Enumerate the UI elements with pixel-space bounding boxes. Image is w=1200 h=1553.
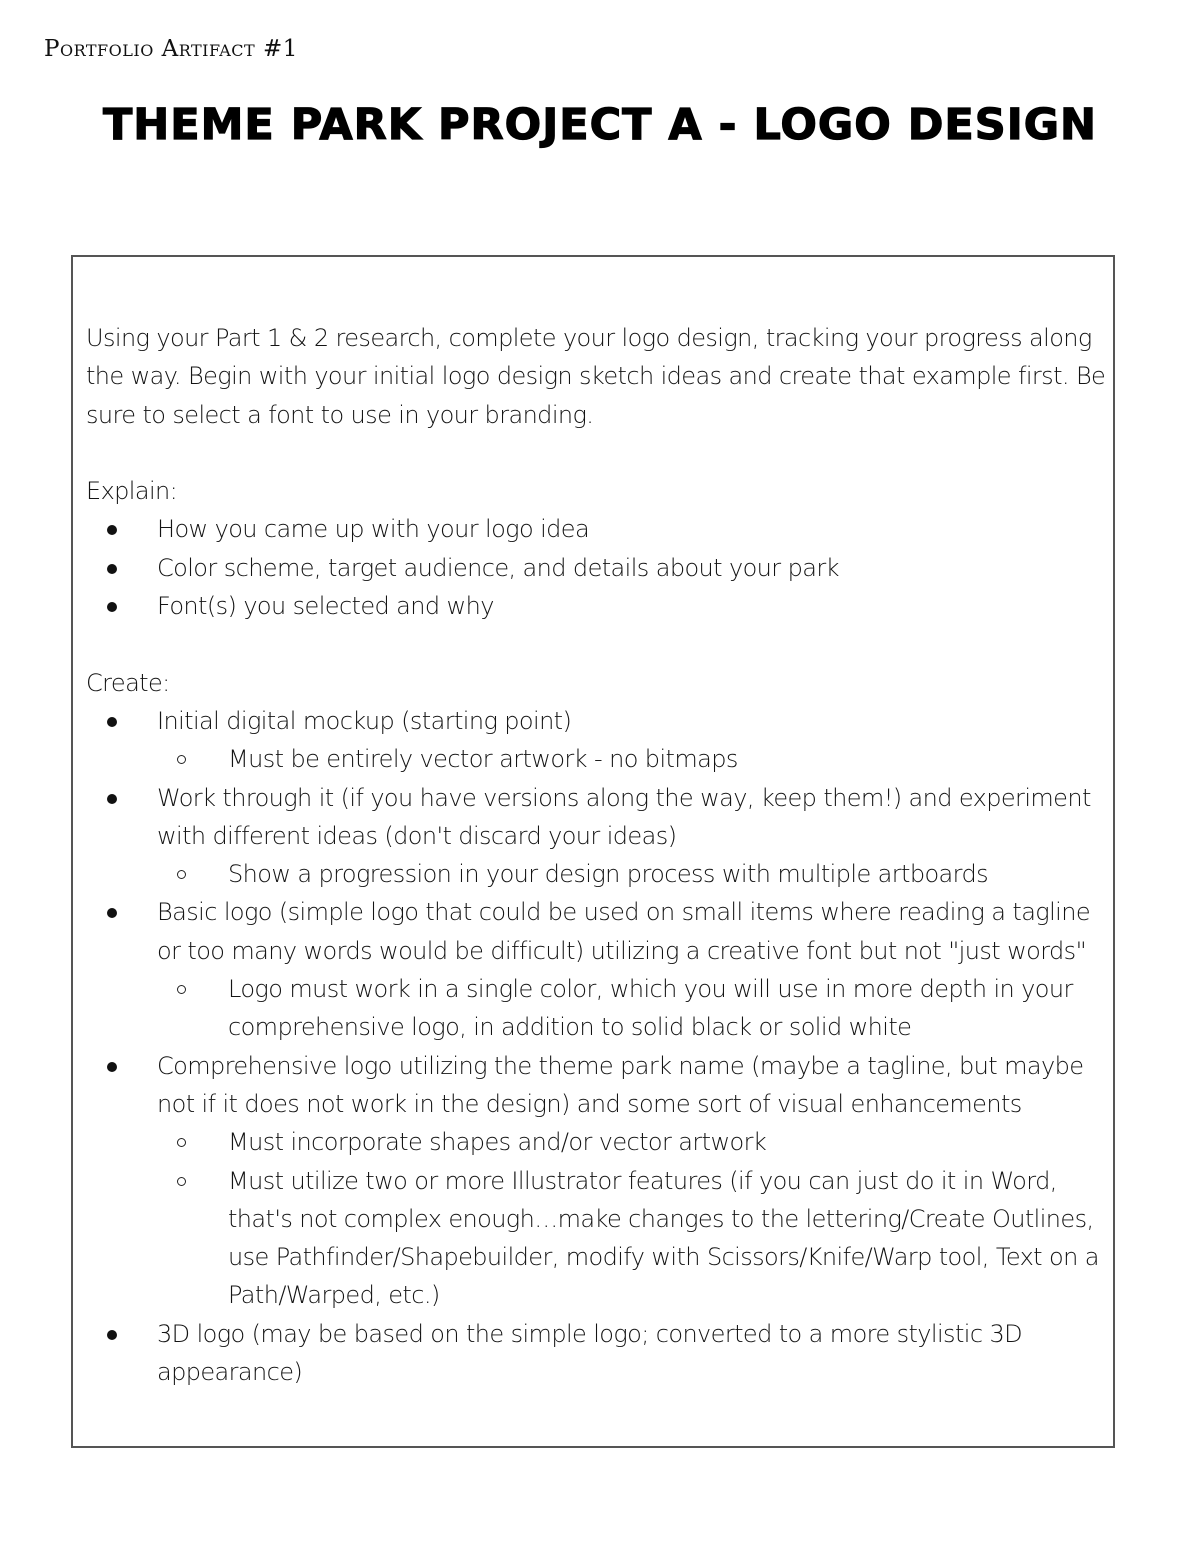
create-sublist <box>157 1123 1106 1314</box>
create-sublist <box>157 855 1106 893</box>
create-item <box>86 702 1106 779</box>
create-item <box>86 1315 1106 1392</box>
intro-paragraph: Using your Part 1 & 2 research, complete your logo design, tracking your progress along the way. Begin with your initial logo design sketch ideas and create that example first. Be sure to select a font to use in your branding. <box>86 324 1106 429</box>
create-subitem: Logo must work in a single color, which you will use in more depth in your comprehensive logo, in addition to solid black or solid white <box>157 970 1106 1047</box>
explain-item: Font(s) you selected and why <box>86 587 1106 625</box>
page-title: THEME PARK PROJECT A - LOGO DESIGN <box>102 100 1098 150</box>
create-item <box>86 779 1106 894</box>
create-subitem: Show a progression in your design process with multiple artboards <box>157 855 1106 893</box>
create-list <box>86 702 1106 1391</box>
explain-list <box>86 510 1106 625</box>
explain-item: Color scheme, target audience, and details about your park <box>86 549 1106 587</box>
create-heading: Create: <box>86 668 170 697</box>
create-sublist <box>157 970 1106 1047</box>
instructions-box <box>71 255 1115 1448</box>
spacer <box>86 434 1106 472</box>
artifact-label: Portfolio Artifact #1 <box>44 36 298 62</box>
create-item-text: Basic logo (simple logo that could be used on small items where reading a tagline or too many words would be difficult) utilizing a creative font but not "just words" <box>157 898 1091 965</box>
instructions-content <box>86 319 1106 1391</box>
create-item-text: 3D logo (may be based on the simple logo; converted to a more stylistic 3D appearance) <box>157 1319 1022 1387</box>
create-subitem: Must incorporate shapes and/or vector artwork <box>157 1123 1106 1161</box>
create-sublist <box>157 740 1106 778</box>
create-item-text: Comprehensive logo utilizing the theme park name (maybe a tagline, but maybe not if it does not work in the design) and some sort of visual enhancements <box>157 1051 1084 1118</box>
spacer <box>86 625 1106 663</box>
create-item <box>86 1047 1106 1315</box>
create-subitem: Must be entirely vector artwork - no bitmaps <box>157 740 1106 778</box>
create-item <box>86 893 1106 1046</box>
create-item-text: Work through it (if you have versions along the way, keep them!) and experiment with different ideas (don't discard your ideas) <box>157 783 1091 850</box>
explain-heading: Explain: <box>86 477 178 506</box>
explain-item: How you came up with your logo idea <box>86 510 1106 548</box>
create-item-text: Initial digital mockup (starting point) <box>157 706 572 735</box>
create-subitem: Must utilize two or more Illustrator features (if you can just do it in Word, that's not complex enough…make changes to the lettering/Create Outlines, use Pathfinder/Shapebuilder, modify with Scissors/Knife/Warp tool, Text on a Path/Warped, etc.) <box>157 1162 1106 1315</box>
